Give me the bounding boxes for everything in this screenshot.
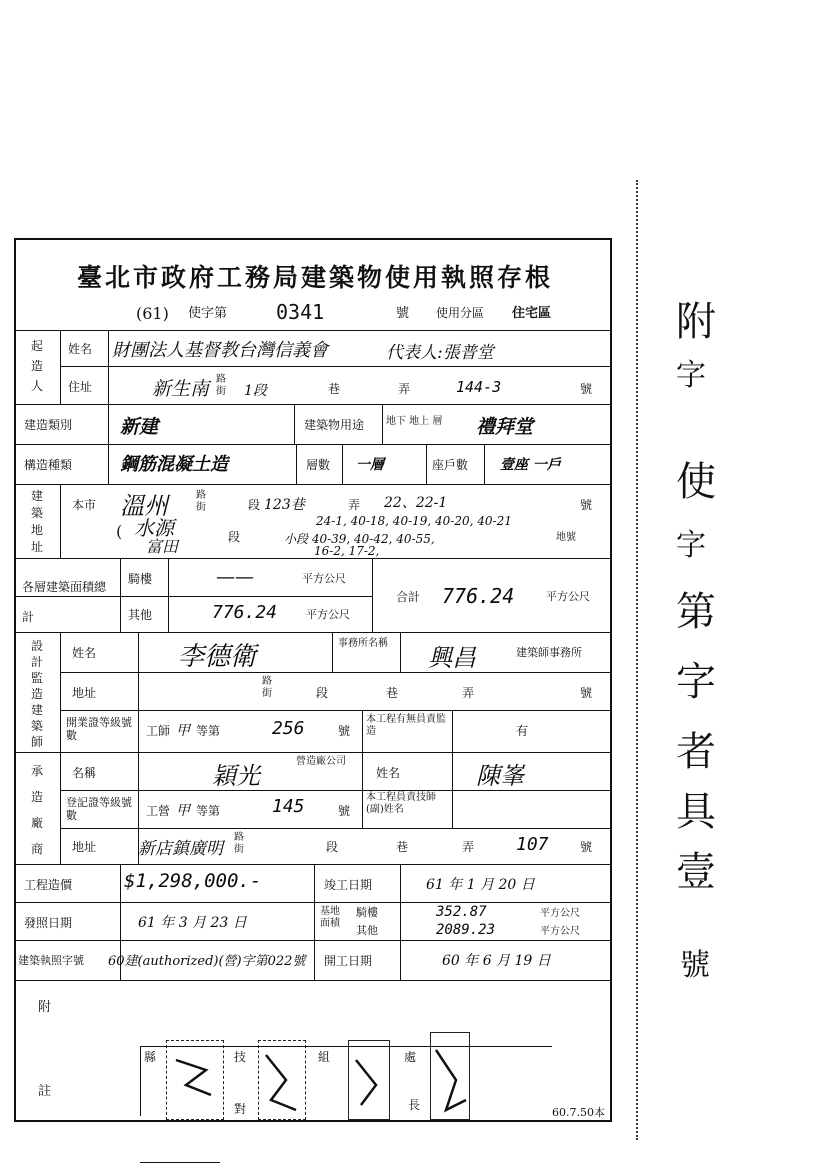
contractor-number: 107 (516, 834, 549, 855)
permit-form (14, 238, 612, 1122)
area-total-label: 合計 (396, 590, 421, 604)
cost-label: 工程造價 (24, 878, 73, 892)
architect-cert-grade: 甲 (176, 723, 190, 739)
notes-label-2: 註 (38, 1084, 52, 1099)
applicant-road: 新生南 (152, 378, 210, 400)
architect-name-label: 姓名 (72, 646, 97, 660)
building-use-prefix: 地下 地上 層 (386, 416, 443, 427)
architect-supervise-label: 本工程有無員責監造 (366, 714, 446, 737)
area-arcade-unit: 平方公尺 (302, 572, 346, 585)
architect-duan: 段 (316, 686, 329, 700)
applicant-address-label: 住址 (68, 380, 93, 394)
issue-value: 61 年 3 月 23 日 (138, 915, 247, 931)
sig-county: 縣 (144, 1050, 157, 1064)
applicant-name-label: 姓名 (68, 342, 93, 356)
site-district-1: 水源 (134, 516, 174, 540)
site-lane: 123巷 (264, 497, 305, 513)
architect-xiang: 巷 (386, 686, 399, 700)
side-char-1: 附 (676, 299, 716, 345)
start-value: 60 年 6 月 19 日 (442, 953, 551, 969)
architect-hao: 號 (580, 686, 593, 700)
contractor-reg-label: 登記證等級號數 (66, 796, 132, 823)
site-lots-1: 24-1, 40-18, 40-19, 40-20, 40-21 (316, 514, 512, 528)
site-lots-3: 16-2, 17-2, (314, 544, 380, 558)
side-char-8: 具 (676, 789, 716, 835)
side-char-2: 字 (676, 358, 706, 393)
form-title: 臺北市政府工務局建築物使用執照存根 (76, 263, 553, 292)
site-number: 22、22-1 (384, 495, 448, 511)
contractor-name-value: 穎光 (212, 762, 260, 790)
site-road-suffix: 路街 (196, 490, 206, 513)
applicant-name-value: 財團法人基督教台灣信義會 (112, 340, 328, 361)
base-arcade-value: 352.87 (436, 904, 487, 920)
base-arcade-label: 騎樓 (356, 906, 378, 919)
units-value: 壹座 一戶 (500, 457, 561, 473)
contractor-person-value: 陳峯 (476, 762, 524, 790)
contractor-reg-prefix: 工營 (146, 804, 171, 818)
contractor-section-label: 承造廠商 (30, 764, 43, 856)
site-nong: 弄 (348, 498, 361, 512)
area-other-label: 其他 (128, 608, 153, 622)
zone-value: 住宅區 (512, 306, 552, 321)
area-total-value: 776.24 (442, 584, 515, 608)
issue-label: 發照日期 (24, 916, 73, 930)
contractor-nong: 弄 (462, 840, 475, 854)
contractor-xiang: 巷 (396, 840, 409, 854)
area-section-label: 各層建築面積總計 (22, 580, 107, 624)
contractor-duan: 段 (326, 840, 339, 854)
site-road: 溫州 (120, 492, 168, 520)
architect-cert-prefix: 工師 (146, 724, 171, 738)
site-paren: ( (116, 522, 123, 541)
floors-value: 一層 (356, 457, 384, 473)
site-section-label: 建築地址 (30, 489, 43, 554)
side-char-4: 字 (676, 528, 706, 563)
architect-cert-mid: 等第 (196, 724, 221, 738)
structure-value: 鋼筋混凝土造 (120, 454, 228, 475)
contractor-tech-label: 本工程員責技師(副)姓名 (366, 792, 436, 815)
contractor-road: 路街 (234, 832, 244, 855)
architect-nong: 弄 (462, 686, 475, 700)
side-char-7: 者 (676, 729, 716, 775)
build-type-value: 新建 (120, 416, 159, 438)
applicant-road-suffix: 路街 (216, 374, 226, 397)
architect-name-value: 李德衛 (178, 642, 257, 672)
footer-code: 60.7.50本 (552, 1106, 605, 1119)
sig-office: 處 (404, 1050, 417, 1064)
sig-group: 組 (318, 1050, 331, 1064)
site-lots-2: 小段 40-39, 40-42, 40-55, (284, 532, 435, 546)
units-label: 座戶數 (432, 458, 469, 472)
complete-value: 61 年 1 月 20 日 (426, 877, 535, 893)
side-char-3: 使 (676, 459, 716, 505)
sig-tech: 技 (234, 1050, 247, 1064)
applicant-xiang: 巷 (328, 382, 341, 396)
side-char-5: 第 (676, 589, 716, 635)
zone-label: 使用分區 (436, 306, 485, 320)
hao-label: 號 (396, 306, 410, 321)
contractor-address-value: 新店鎮廣明 (138, 839, 223, 859)
site-duan2: 段 (228, 530, 241, 544)
base-area-label: 基地面積 (320, 906, 340, 929)
contractor-reg-suffix: 號 (338, 804, 351, 818)
architect-cert-number: 256 (272, 718, 305, 739)
applicant-duan: 1段 (244, 383, 267, 399)
applicant-section-label: 起造人 (30, 339, 43, 393)
architect-supervise-value: 有 (516, 724, 529, 738)
bottom-rule (140, 1162, 220, 1163)
area-total-unit: 平方公尺 (546, 590, 590, 603)
signature-scribbles (166, 1040, 496, 1120)
base-other-unit: 平方公尺 (540, 926, 580, 937)
contractor-person-label: 姓名 (376, 766, 401, 780)
architect-cert-label: 開業證等級號數 (66, 716, 132, 743)
use-char-label: 使字第 (188, 306, 228, 321)
architect-road: 路街 (262, 676, 272, 699)
fold-line (636, 180, 638, 1140)
building-use-value: 禮拜堂 (476, 416, 534, 438)
notes-label-1: 附 (38, 1000, 52, 1015)
applicant-number: 144-3 (456, 378, 502, 396)
contractor-reg-grade: 甲 (176, 803, 190, 819)
start-label: 開工日期 (324, 954, 373, 968)
side-char-6: 字 (676, 659, 716, 705)
contractor-name-suffix: 營造廠公司 (296, 756, 346, 767)
applicant-representative: 代表人:張普堂 (386, 343, 494, 363)
permit-number: 0341 (276, 300, 325, 324)
building-use-label: 建築物用途 (304, 418, 365, 432)
contractor-address-label: 地址 (72, 840, 97, 854)
architect-address-label: 地址 (72, 686, 97, 700)
architect-section-label: 設計監造建築師 (30, 639, 43, 749)
site-district-2: 富田 (146, 537, 179, 556)
area-arcade-value: —— (216, 566, 254, 588)
contractor-reg-mid: 等第 (196, 804, 221, 818)
structure-label: 構造種類 (24, 458, 73, 472)
architect-firm-label: 事務所名稱 (338, 638, 388, 649)
base-other-label: 其他 (356, 924, 378, 937)
contractor-hao: 號 (580, 840, 593, 854)
area-other-value: 776.24 (212, 602, 278, 623)
architect-firm-suffix: 建築師事務所 (516, 646, 582, 659)
applicant-nong: 弄 (398, 382, 411, 396)
cost-value: $1,298,000.- (124, 870, 262, 892)
sig-chief: 長 (408, 1098, 421, 1112)
floors-label: 層數 (306, 458, 331, 472)
site-hao: 號 (580, 498, 593, 512)
sig-check: 對 (234, 1102, 247, 1116)
side-char-9: 壹 (676, 849, 716, 895)
build-type-label: 建造類別 (24, 418, 73, 432)
permit-label: 建築執照字號 (18, 954, 84, 967)
permit-value: 60建(authorized)(營)字第022號 (108, 954, 306, 969)
applicant-hao: 號 (580, 382, 593, 396)
complete-label: 竣工日期 (324, 878, 373, 892)
area-other-unit: 平方公尺 (306, 608, 350, 621)
base-arcade-unit: 平方公尺 (540, 908, 580, 919)
area-arcade-label: 騎樓 (128, 572, 153, 586)
contractor-name-label: 名稱 (72, 766, 97, 780)
site-lot-suffix: 地號 (556, 532, 576, 543)
base-other-value: 2089.23 (436, 922, 496, 938)
site-duan: 段 (248, 498, 261, 512)
contractor-reg-number: 145 (272, 796, 305, 817)
architect-firm-value: 興昌 (428, 644, 476, 672)
site-city: 本市 (72, 498, 97, 512)
side-char-10: 號 (680, 948, 710, 983)
architect-cert-suffix: 號 (338, 724, 351, 738)
year-label: (61) (136, 304, 169, 323)
